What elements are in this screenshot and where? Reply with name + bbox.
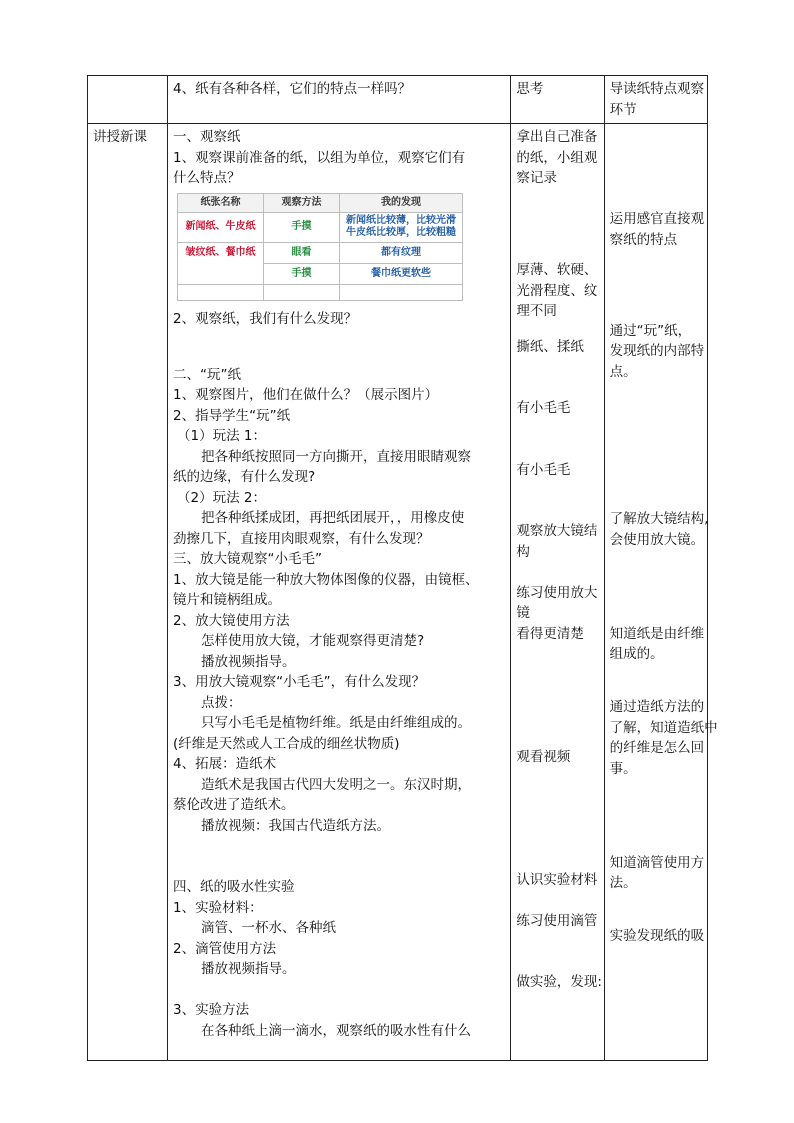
intent-line: 通过造纸方法的 [609,699,705,715]
intent-line: 的纤维是怎么回 [609,740,705,756]
intent-line: 知道滴管使用方 [609,854,705,871]
method-cell: 手摸 [264,263,340,284]
body-text: 2、放大镜使用方法 [173,612,290,629]
student-activity-cell [511,76,604,124]
intent-line: 通过“玩”纸， [609,322,692,339]
body-text: 蔡伦改进了造纸术。 [173,797,295,813]
finding-text: 新闻纸比较薄，比较光滑 [346,215,456,226]
body-text: 劲擦几下，直接用肉眼观察，有什么发现？ [173,530,430,547]
intent-line: 事。 [609,760,637,777]
body-text: 3、实验方法 [173,1002,250,1018]
body-text: 2、指导学生“玩”纸 [173,407,291,424]
body-text: 在各种纸上滴一滴水，观察纸的吸水性有什么 [201,1022,471,1039]
student-activity-text: 练习使用滴管 [516,912,598,929]
observation-record-table [177,193,463,301]
heading-text: 四、纸的吸水性实验 [173,879,295,895]
method-cell [264,284,340,300]
student-activity-text: 做实验，发现: [516,974,602,990]
student-activity-text: 观看视频 [516,748,571,765]
student-activity-text: 拿出自己准备 [516,129,598,145]
intent-line: 点。 [609,363,637,380]
student-activity-text: 有小毛毛 [516,461,571,478]
table-row [178,212,463,242]
student-activity-text: 观察放大镜结 [516,523,598,539]
body-text: 1、实验材料： [173,899,263,916]
section-label [88,124,168,1061]
table-row [178,284,463,300]
body-text: 纸的边缘，有什么发现? [173,469,316,485]
intent-line: 环节 [609,101,637,118]
student-activity-text: 察记录 [516,170,557,186]
body-text: （1）玩法 1： [177,428,266,444]
body-text: 什么特点？ [173,170,241,186]
body-text: （2）玩法 2： [177,489,266,506]
body-text: 4、拓展：造纸术 [173,756,277,772]
table-row [88,76,708,124]
body-text: 2、观察纸，我们有什么发现？ [173,310,358,327]
finding-text: 牛皮纸比较厚，比较粗糙 [346,227,456,238]
intent-line: 运用感官直接观 [609,211,705,227]
teacher-activity-cell [168,124,511,1061]
intent-line: 了解放大镜结构, [609,511,709,527]
body-text: 3、用放大镜观察“小毛毛”，有什么发现？ [173,674,426,690]
intent-line: 了解，知道造纸中 [609,719,718,736]
body-text: 1、观察图片，他们在做什么？（展示图片） [173,387,439,403]
lesson-plan-table [87,75,718,1061]
body-text: 1、观察课前准备的纸，以组为单位，观察它们有 [173,149,466,166]
column-header: 纸张名称 [178,193,264,212]
intent-line: 组成的。 [609,646,664,662]
student-activity-text: 有小毛毛 [516,400,571,416]
body-text: 把各种纸揉成团，再把纸团展开，，用橡皮使 [201,510,465,526]
student-activity-text: 镜 [516,605,530,621]
intent-line: 知道纸是由纤维 [609,625,705,642]
body-text: 播放视频指导。 [201,653,296,670]
body-text: 镜片和镜柄组成。 [173,592,281,608]
paper-name-cell: 新闻纸、牛皮纸 [178,212,264,242]
body-text: 滴管、一杯水、各种纸 [201,920,336,936]
body-text: 只写小毛毛是植物纤维。纸是由纤维组成的。 [201,715,471,731]
method-cell: 手摸 [264,212,340,242]
finding-cell: 餐巾纸更软些 [340,263,463,284]
body-text: 2、滴管使用方法 [173,940,277,957]
intent-line: 会使用放大镜。 [609,531,705,548]
paper-name-cell: 皱纹纸、餐巾纸 [178,242,264,284]
teacher-activity-cell [168,76,511,124]
body-text: 把各种纸按照同一方向撕开，直接用眼睛观察 [201,448,471,465]
intent-line: 发现纸的内部特 [609,343,705,359]
body-text: 点拨： [201,694,242,711]
student-activity-text: 撕纸、揉纸 [516,338,584,355]
body-text: (纤维是天然或人工合成的细丝状物质) [173,735,400,752]
row-label-empty [88,76,168,124]
heading-text: 二、“玩”纸 [173,366,241,383]
heading-text: 一、观察纸 [173,129,241,145]
student-activity-text: 练习使用放大 [516,584,598,601]
student-activity-text: 看得更清楚 [516,625,584,642]
student-activity-text: 光滑程度、纹 [516,282,598,299]
table-row [178,242,463,263]
finding-cell [340,212,463,242]
finding-cell [340,284,463,300]
body-text: 1、放大镜是能一种放大物体图像的仪器，由镜框、 [173,571,479,588]
student-activity-text: 认识实验材料 [516,871,598,888]
student-activity-text: 构 [516,543,530,560]
body-text: 播放视频指导。 [201,961,296,977]
body-text: 播放视频：我国古代造纸方法。 [201,817,390,834]
column-header: 观察方法 [264,193,340,212]
student-activity-cell [511,124,604,1061]
body-text: 造纸术是我国古代四大发明之一。东汉时期， [201,776,471,793]
intent-line: 法。 [609,875,637,891]
method-cell: 眼看 [264,242,340,263]
section-label-text: 讲授新课 [93,129,147,145]
heading-text: 三、放大镜观察“小毛毛” [173,551,322,567]
intent-line: 导读纸特点观察 [609,81,705,97]
student-activity-text: 思考 [516,81,544,97]
student-activity-text: 的纸，小组观 [516,149,598,166]
student-activity-text: 理不同 [516,303,557,319]
body-text: 怎样使用放大镜，才能观察得更清楚? [201,633,425,649]
design-intent-cell [604,124,718,1061]
intent-line: 实验发现纸的吸 [609,928,705,944]
table-row [88,124,708,1061]
table-row [178,193,463,212]
question-text: 4、纸有各种各样，它们的特点一样吗？ [173,81,412,97]
paper-name-cell [178,284,264,300]
student-activity-text: 厚薄、软硬、 [516,262,598,278]
design-intent-cell [604,76,707,124]
finding-cell: 都有纹理 [340,242,463,263]
column-header: 我的发现 [340,193,463,212]
intent-line: 察纸的特点 [609,231,678,248]
